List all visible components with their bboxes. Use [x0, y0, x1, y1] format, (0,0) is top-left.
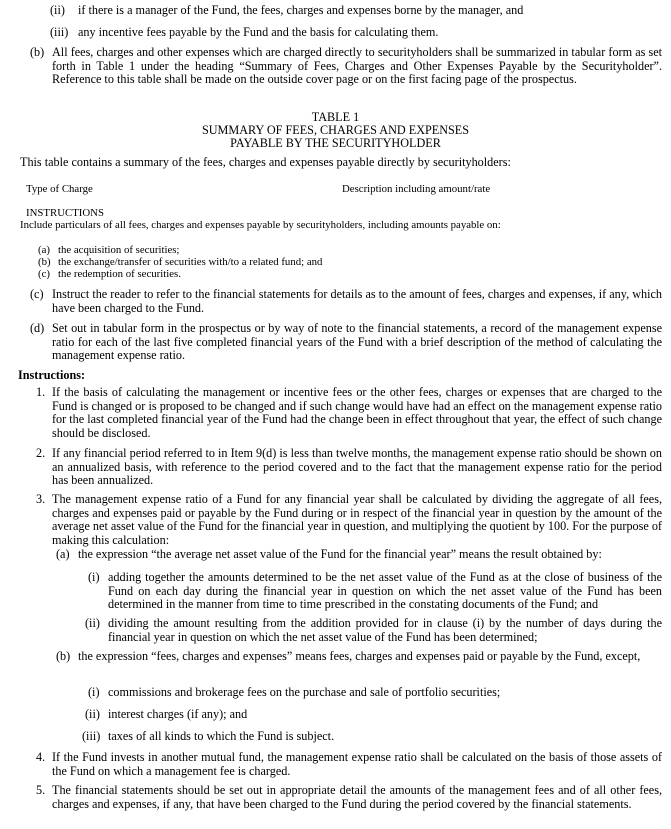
item-text: All fees, charges and other expenses which are charged directly to securityholders shall be summarized in tabular form as set forth in Table 1 under the heading “Summary of Fees, Charges and Other Expenses Payable by the Securityholder”. Reference to this table shall be made on the outside cover page or on the first facing page of the prospectus. [52, 45, 662, 87]
item-text: Set out in tabular form in the prospectus or by way of note to the financial statements, a record of the management expense ratio for each of the last five completed financial years of the Fund with a brief description of the method of calculating the management expense ratio. [52, 321, 662, 363]
item-label: (ii) [85, 616, 100, 630]
item-text: the expression “the average net asset value of the Fund for the financial year” means the result obtained by: [78, 547, 602, 561]
instructions-heading: Instructions: [18, 368, 86, 382]
table-instructions-heading: INSTRUCTIONS [26, 207, 104, 219]
item-label: (ii) [85, 707, 100, 721]
table-intro: This table contains a summary of the fees, charges and expenses payable directly by securityholders: [20, 155, 511, 169]
item-text: If any financial period referred to in Item 9(d) is less than twelve months, the management expense ratio should be shown on an annualized basis, with reference to the period covered and to the fact that the management expense ratio for the period has been annualized. [52, 446, 662, 488]
item-label: 5. [36, 783, 46, 797]
item-text: taxes of all kinds to which the Fund is subject. [108, 729, 335, 743]
table-column-description: Description including amount/rate [342, 183, 491, 195]
item-label: (b) [38, 256, 51, 268]
item-label: (a) [38, 244, 50, 256]
item-text: The financial statements should be set out in appropriate detail the amounts of the management fees and of all other fees, charges and expenses, if any, that have been charged to the Fund during the period covered by the financial statements. [52, 783, 662, 811]
item-label: (ii) [50, 3, 65, 17]
item-label: (b) [30, 45, 45, 59]
item-text: if there is a manager of the Fund, the fees, charges and expenses borne by the manager, and [78, 3, 524, 17]
table-column-type: Type of Charge [26, 183, 93, 195]
item-text: the redemption of securities. [58, 268, 181, 280]
item-text: The management expense ratio of a Fund for any financial year shall be calculated by dividing the aggregate of all fees, charges and expenses paid or payable by the Fund during or in respect of the financial year in question by the amount of the average net asset value of the Fund for the financial year in question, and multiplying the quotient by 100. For the purpose of making this calculation: [52, 492, 662, 547]
item-label: (i) [88, 570, 100, 584]
table-heading-line1: SUMMARY OF FEES, CHARGES AND EXPENSES [201, 123, 470, 137]
item-text: adding together the amounts determined to be the net asset value of the Fund as at the close of business of the Fund on each day during the financial year in question on which the net asset value of the Fund has been determined in the manner from time to time prescribed in the constating documents of the Fund; and [108, 570, 662, 612]
item-label: (i) [88, 685, 100, 699]
item-text: the expression “fees, charges and expenses” means fees, charges and expenses paid or payable by the Fund, except, [78, 649, 641, 663]
table-instructions-text: Include particulars of all fees, charges and expenses payable by securityholders, including amounts payable on: [20, 219, 501, 231]
item-label: 3. [36, 492, 46, 506]
item-text: any incentive fees payable by the Fund and the basis for calculating them. [78, 25, 439, 39]
item-label: (c) [38, 268, 50, 280]
item-label: (b) [56, 649, 71, 663]
item-label: 4. [36, 750, 46, 764]
item-label: (a) [56, 547, 70, 561]
item-text: the exchange/transfer of securities with/to a related fund; and [58, 256, 323, 268]
item-label: 2. [36, 446, 46, 460]
item-text: commissions and brokerage fees on the purchase and sale of portfolio securities; [108, 685, 501, 699]
item-text: If the basis of calculating the management or incentive fees or the other fees, charges or expenses that are charged to the Fund is changed or is proposed to be changed and if such change would have had an effect on the management expense ratio for the last completed financial year of the Fund had the change been in effect throughout that year, the effect of such change should be disclosed. [52, 385, 662, 440]
item-label: 1. [36, 385, 46, 399]
item-label: (iii) [82, 729, 101, 743]
item-text: If the Fund invests in another mutual fund, the management expense ratio shall be calculated on the basis of those assets of the Fund on which a management fee is charged. [52, 750, 662, 778]
table-heading-line2: PAYABLE BY THE SECURITYHOLDER [230, 136, 441, 150]
item-text: interest charges (if any); and [108, 707, 248, 721]
item-text: dividing the amount resulting from the addition provided for in clause (i) by the number of days during the financial year in question on which the net asset value of the Fund has been determined; [108, 616, 662, 644]
item-text: Instruct the reader to refer to the financial statements for details as to the amount of fees, charges and expenses, if any, which have been charged to the Fund. [52, 287, 662, 315]
table-title: TABLE 1 [311, 110, 360, 124]
item-label: (d) [30, 321, 45, 335]
item-text: the acquisition of securities; [58, 244, 180, 256]
item-label: (c) [30, 287, 44, 301]
item-label: (iii) [50, 25, 69, 39]
